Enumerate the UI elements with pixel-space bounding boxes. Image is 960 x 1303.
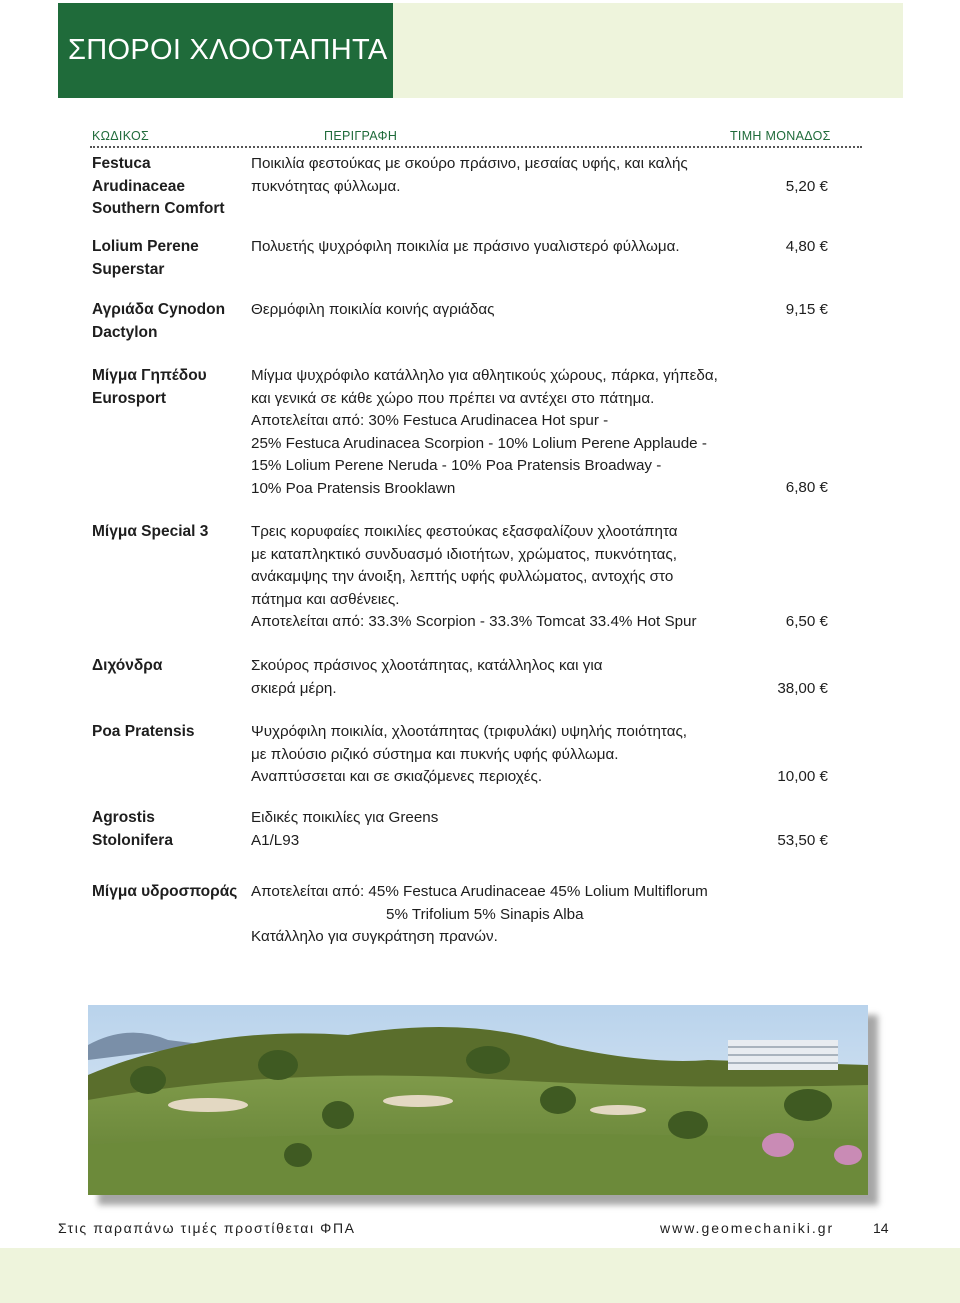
product-price: 6,50 € [785, 613, 828, 630]
product-description: Τρεις κορυφαίες ποικιλίες φεστούκας εξασφαλίζουν χλοοτάπητα με καταπληκτικό συνδυασμό ιδιοτήτων, χρώματος, πυκνότητας, ανάκαμψης την άνοιξη, λεπτής υφής φυλλώματος, αντοχής στο πάτημα και ασθένειες. Αποτελείται από: 33.3% Scorpion - 33.3% Tomcat 33.4% Hot Spur [251, 523, 697, 630]
product-price: 38,00 € [777, 680, 828, 697]
product-price: 6,80 € [785, 479, 828, 496]
product-description: Ποικιλία φεστούκας με σκούρο πράσινο, μεσαίας υφής, και καλής πυκνότητας φύλλωμα. [251, 155, 688, 195]
product-description: Πολυετής ψυχρόφιλη ποικιλία με πράσινο γυαλιστερό φύλλωμα. [251, 238, 680, 255]
product-code: Μίγμα υδροσποράς [92, 883, 238, 900]
product-price: 53,50 € [777, 832, 828, 849]
product-code: Μίγμα Γηπέδου Eurosport [92, 367, 207, 407]
product-price: 10,00 € [777, 768, 828, 785]
product-description: Θερμόφιλη ποικιλία κοινής αγριάδας [251, 301, 495, 318]
page-title: ΣΠΟΡΟΙ ΧΛΟΟΤΑΠΗΤΑ [58, 3, 393, 98]
product-code: Agrostis Stolonifera [92, 809, 173, 849]
product-price: 5,20 € [785, 178, 828, 195]
page-number: 14 [873, 1220, 889, 1236]
vat-note: Στις παραπάνω τιμές προστίθεται ΦΠΑ [58, 1220, 356, 1236]
product-code: Αγριάδα Cynodon Dactylon [92, 301, 226, 341]
website-link[interactable]: www.geomechaniki.gr [660, 1220, 835, 1236]
product-price: 9,15 € [785, 301, 828, 318]
column-header-description: ΠΕΡΙΓΡΑΦΗ [324, 129, 398, 143]
product-description: Ψυχρόφιλη ποικιλία, χλοοτάπητας (τριφυλάκι) υψηλής ποιότητας, με πλούσιο ριζικό σύστημα και πυκνής υφής φύλλωμα. Αναπτύσσεται και σε σκιαζόμενες περιοχές. [251, 723, 688, 785]
product-description: Μίγμα ψυχρόφιλο κατάλληλο για αθλητικούς χώρους, πάρκα, γήπεδα, και γενικά σε κάθε χώρο που πρέπει να αντέχει στο πάτημα. Αποτελείται από: 30% Festuca Arudinacea Hot spur - 25% Festuca Arudinacea Scorpion - 10% Lolium Perene Applaude - 15% Lolium Perene Neruda - 10% Poa Pratensis Broadway - 10% Poa Pratensis Brooklawn [251, 367, 718, 497]
product-price: 4,80 € [785, 238, 828, 255]
header-divider [90, 146, 862, 148]
product-code: Διχόνδρα [92, 657, 163, 674]
product-description: Ειδικές ποικιλίες για Greens A1/L93 [251, 809, 439, 849]
column-header-price: ΤΙΜΗ ΜΟΝΑΔΟΣ [730, 129, 831, 143]
footer-band [0, 1248, 960, 1303]
product-code: Festuca Arudinaceae Southern Comfort [92, 155, 225, 217]
product-code: Poa Pratensis [92, 723, 195, 740]
product-description: Σκούρος πράσινος χλοοτάπητας, κατάλληλος και για σκιερά μέρη. [251, 657, 603, 697]
product-code: Μίγμα Special 3 [92, 523, 209, 540]
product-code: Lolium Perene Superstar [92, 238, 199, 278]
golf-course-photo [88, 1005, 868, 1195]
product-description: Αποτελείται από: 45% Festuca Arudinaceae 45% Lolium Multiflorum 5% Trifolium 5% Sinapis Alba Κατάλληλο για συγκράτηση πρανών. [251, 883, 708, 945]
column-header-code: ΚΩΔΙΚΟΣ [92, 129, 150, 143]
